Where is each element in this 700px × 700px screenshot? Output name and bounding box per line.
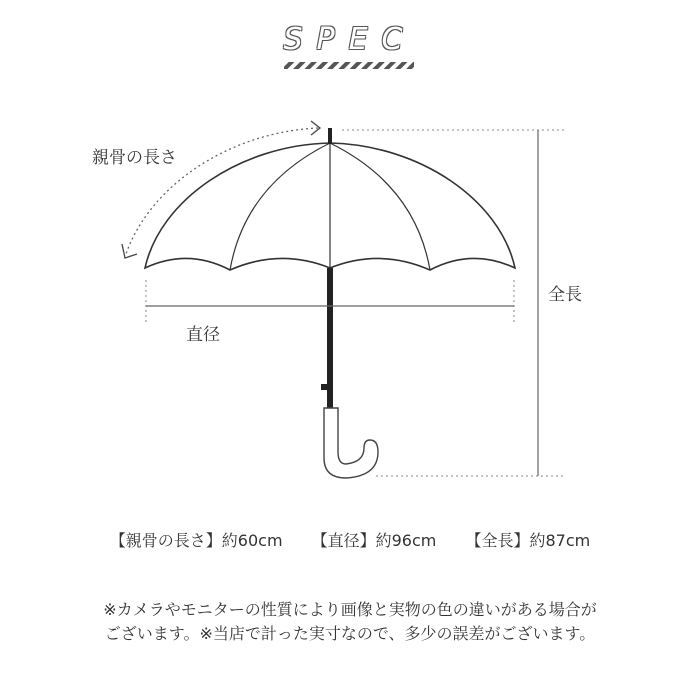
umbrella-button xyxy=(321,384,329,390)
umbrella-handle xyxy=(324,408,378,478)
umbrella-tip xyxy=(328,128,332,144)
spec-total-length: 【全長】約87cm xyxy=(465,531,591,550)
spec-title: SPEC xyxy=(283,22,417,57)
rib-length-label: 親骨の長さ xyxy=(92,148,177,168)
disclaimer-note xyxy=(0,598,700,646)
rib-arrow-tail xyxy=(122,244,137,258)
note-line: ございます。※当店で計った実寸なので、多少の誤差がございます。 xyxy=(104,624,596,643)
spec-rib-length: 【親骨の長さ】約60cm xyxy=(109,531,283,550)
spec-summary xyxy=(0,528,700,551)
note-line: ※カメラやモニターの性質により画像と実物の色の違いがある場合が xyxy=(103,600,597,619)
spec-diameter: 【直径】約96cm xyxy=(311,531,437,550)
title-stripe-bar xyxy=(284,62,414,69)
diameter-label: 直径 xyxy=(186,325,220,345)
total-length-label: 全長 xyxy=(548,285,582,305)
